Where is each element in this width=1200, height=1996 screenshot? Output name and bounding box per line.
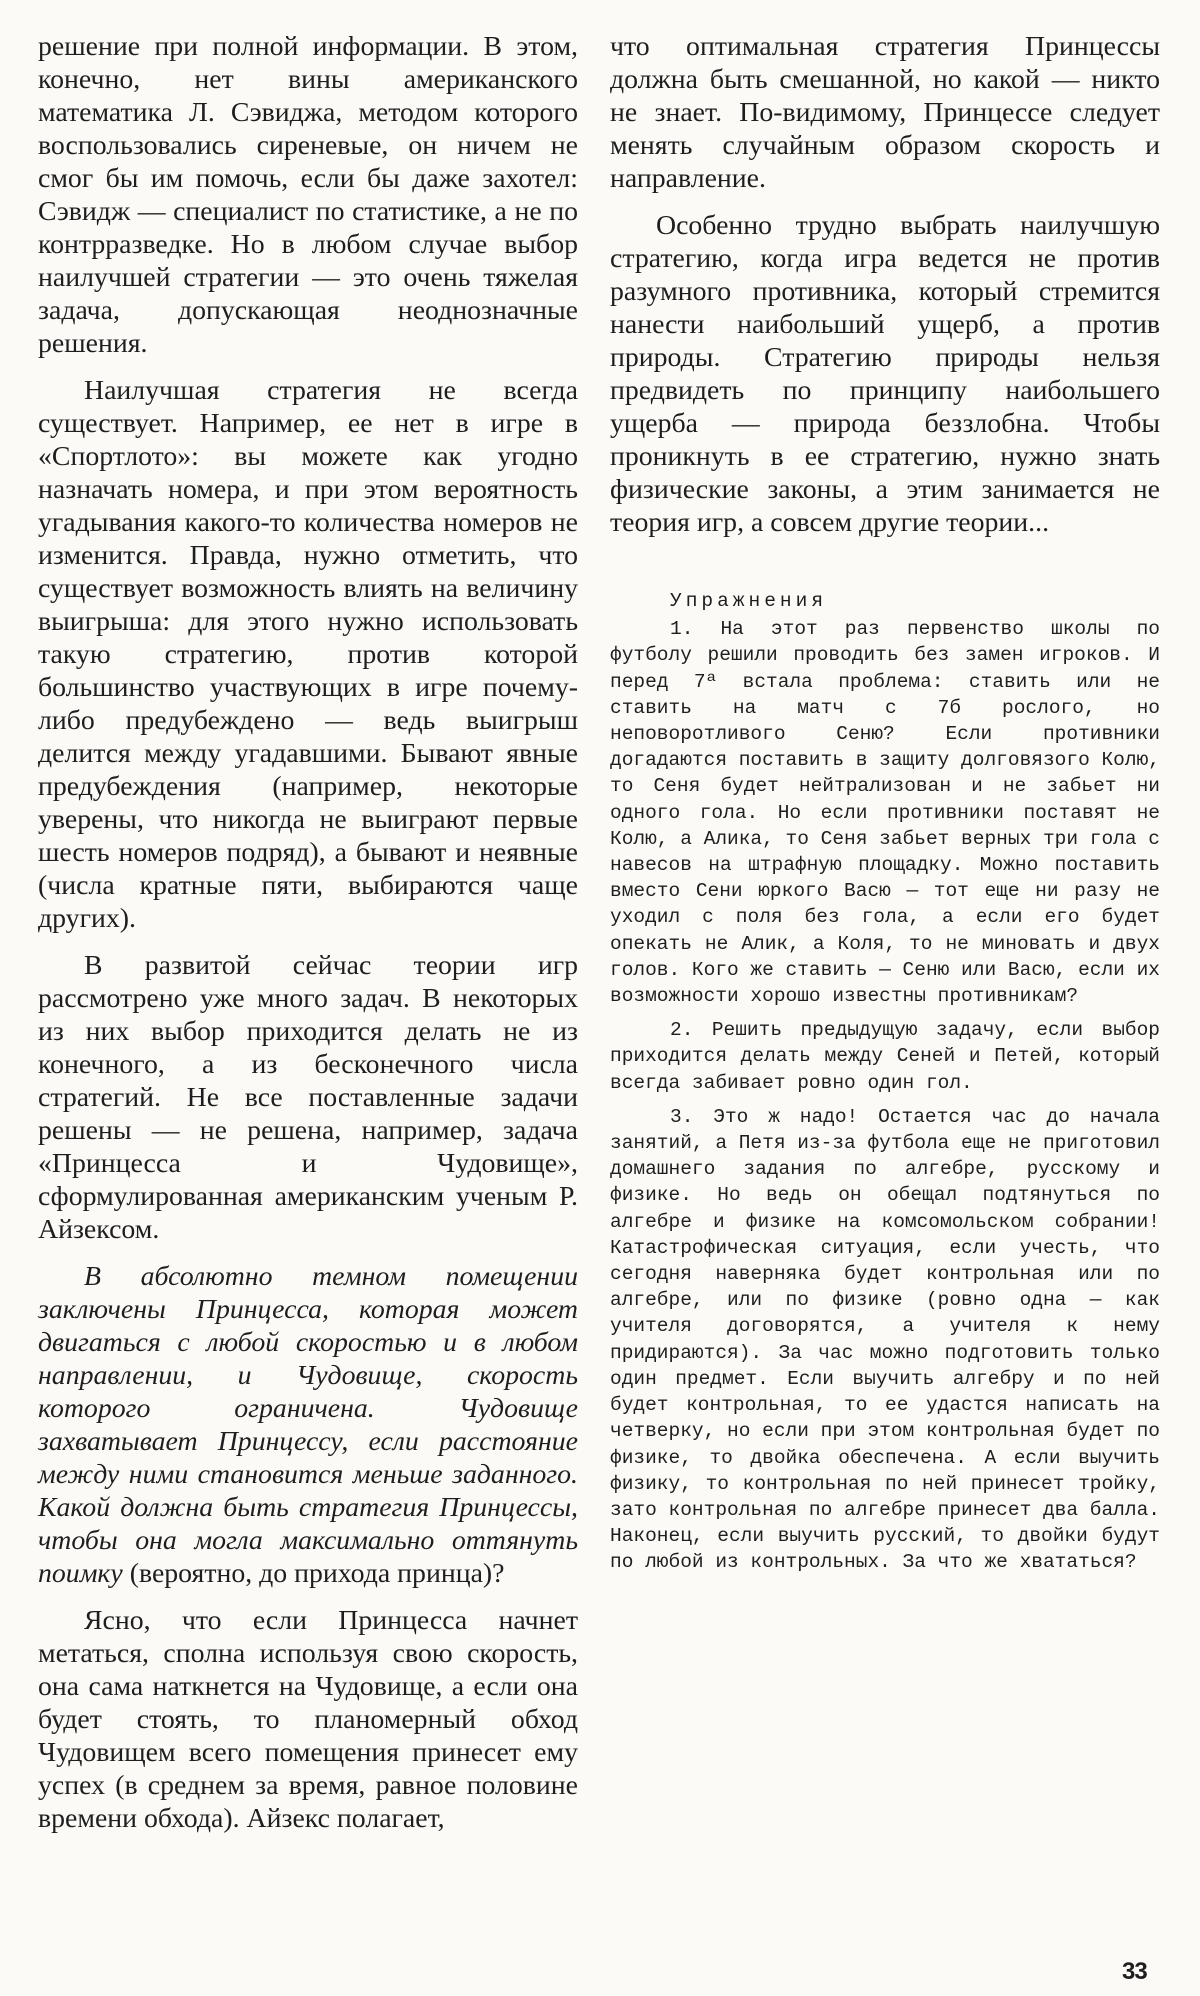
page-number: 33	[1122, 1958, 1147, 1985]
left-paragraph-3: В развитой сейчас теории игр рассмотрено уже много задач. В некоторых из них выбор приходится делать не из конечного, а из бесконечного числа стратегий. Не все поставленные задачи решены — не решена, например, задача «Принцесса и Чудовище», сформулированная американским ученым Р. Айзексом.	[38, 950, 578, 1245]
exercises-title: Упражнения	[670, 590, 828, 612]
left-paragraph-2: Наилучшая стратегия не всегда существует. Например, ее нет в игре в «Спортлото»: вы можете как угодно назначать номера, и при этом вероятность угадывания какого-то количества номеров не изменится. Правда, нужно отметить, что существует возможность влиять на величину выигрыша: для этого нужно использовать такую стратегию, против которой большинство участвующих в игре почему-либо предубеждено — ведь выигрыш делится между угадавшими. Бывают явные предубеждения (например, некоторые уверены, что никогда не выиграют первые шесть номеров подряд), а бывают и неявные (числа кратные пяти, выбираются чаще других).	[38, 375, 578, 934]
exercise-3: 3. Это ж надо! Остается час до начала занятий, а Петя из-за футбола еще не приготовил домашнего задания по алгебре, русскому и физике. Но ведь он обещал подтянуться по алгебре и физике на комсомольском собрании! Катастрофическая ситуация, если учесть, что сегодня наверняка будет контрольная или по алгебре, или по физике (ровно одна — как учителя договорятся, а учителя к нему придираются). За час можно подготовить только один предмет. Если выучить алгебру и по ней будет контрольная, то ее удастся написать на четверку, но если при этом контрольная будет по физике, то двойка обеспечена. А если выучить физику, то контрольная по ней принесет тройку, зато контрольная по алгебре принесет два балла. Наконец, если выучить русский, то двойки будут по любой из контрольных. За что же хвататься?	[610, 1105, 1160, 1574]
left-paragraph-4	[38, 1260, 578, 1590]
right-paragraph-2: Особенно трудно выбрать наилучшую стратегию, когда игра ведется не против разумного противника, который стремится нанести наибольший ущерб, а против природы. Стратегию природы нельзя предвидеть по принципу наибольшего ущерба — природа беззлобна. Чтобы проникнуть в ее стратегию, нужно знать физические законы, а этим занимается не теория игр, а совсем другие теории...	[610, 210, 1160, 538]
right-paragraph-1: что оптимальная стратегия Принцессы должна быть смешанной, но какой — никто не знает. По-видимому, Принцессе следует менять случайным образом скорость и направление.	[610, 31, 1160, 194]
left-column	[38, 30, 578, 1849]
exercise-1: 1. На этот раз первенство школы по футболу решили проводить без замен игроков. И перед 7ª встала проблема: ставить или не ставить на матч с 7б рослого, но неповоротливого Сеню? Если противники догадаются поставить в защиту долговязого Колю, то Сеня будет нейтрализован и не забьет ни одного гола. Но если противники поставят не Колю, а Алика, то Сеня забьет верных три гола с навесов на штрафную площадку. Можно поставить вместо Сени юркого Васю — тот еще ни разу не уходил с поля без гола, а если его будет опекать не Алик, а Коля, то не миновать и двух голов. Кого же ставить — Сеню или Васю, если их возможности хорошо известны противникам?	[610, 618, 1160, 1008]
problem-statement-tail: (вероятно, до прихода принца)?	[122, 1558, 505, 1589]
problem-statement-italic: В абсолютно темном помещении заключены Принцесса, которая может двигаться с любой скоростью и в любом направлении, и Чудовище, скорость которого ограничена. Чудовище захватывает Принцессу, если расстояние между ними становится меньше заданного. Какой должна быть стратегия Принцессы, чтобы она могла максимально оттянуть поимку	[38, 1261, 578, 1589]
exercise-2: 2. Решить предыдущую задачу, если выбор приходится делать между Сеней и Петей, который всегда забивает ровно один гол.	[610, 1019, 1160, 1094]
left-paragraph-5: Ясно, что если Принцесса начнет метаться, сполна используя свою скорость, она сама наткнется на Чудовище, а если она будет стоять, то планомерный обход Чудовищем всего помещения принесет ему успех (в среднем за время, равное половине времени обхода). Айзекс полагает,	[38, 1605, 578, 1834]
left-paragraph-1: решение при полной информации. В этом, конечно, нет вины американского математика Л. Сэвиджа, методом которого воспользовались сиреневые, он ничем не смог бы им помочь, если бы даже захотел: Сэвидж — специалист по статистике, а не по контрразведке. Но в любом случае выбор наилучшей стратегии — это очень тяжелая задача, допускающая неоднозначные решения.	[38, 31, 578, 359]
exercises-section	[610, 588, 1160, 1584]
right-column	[610, 30, 1160, 553]
